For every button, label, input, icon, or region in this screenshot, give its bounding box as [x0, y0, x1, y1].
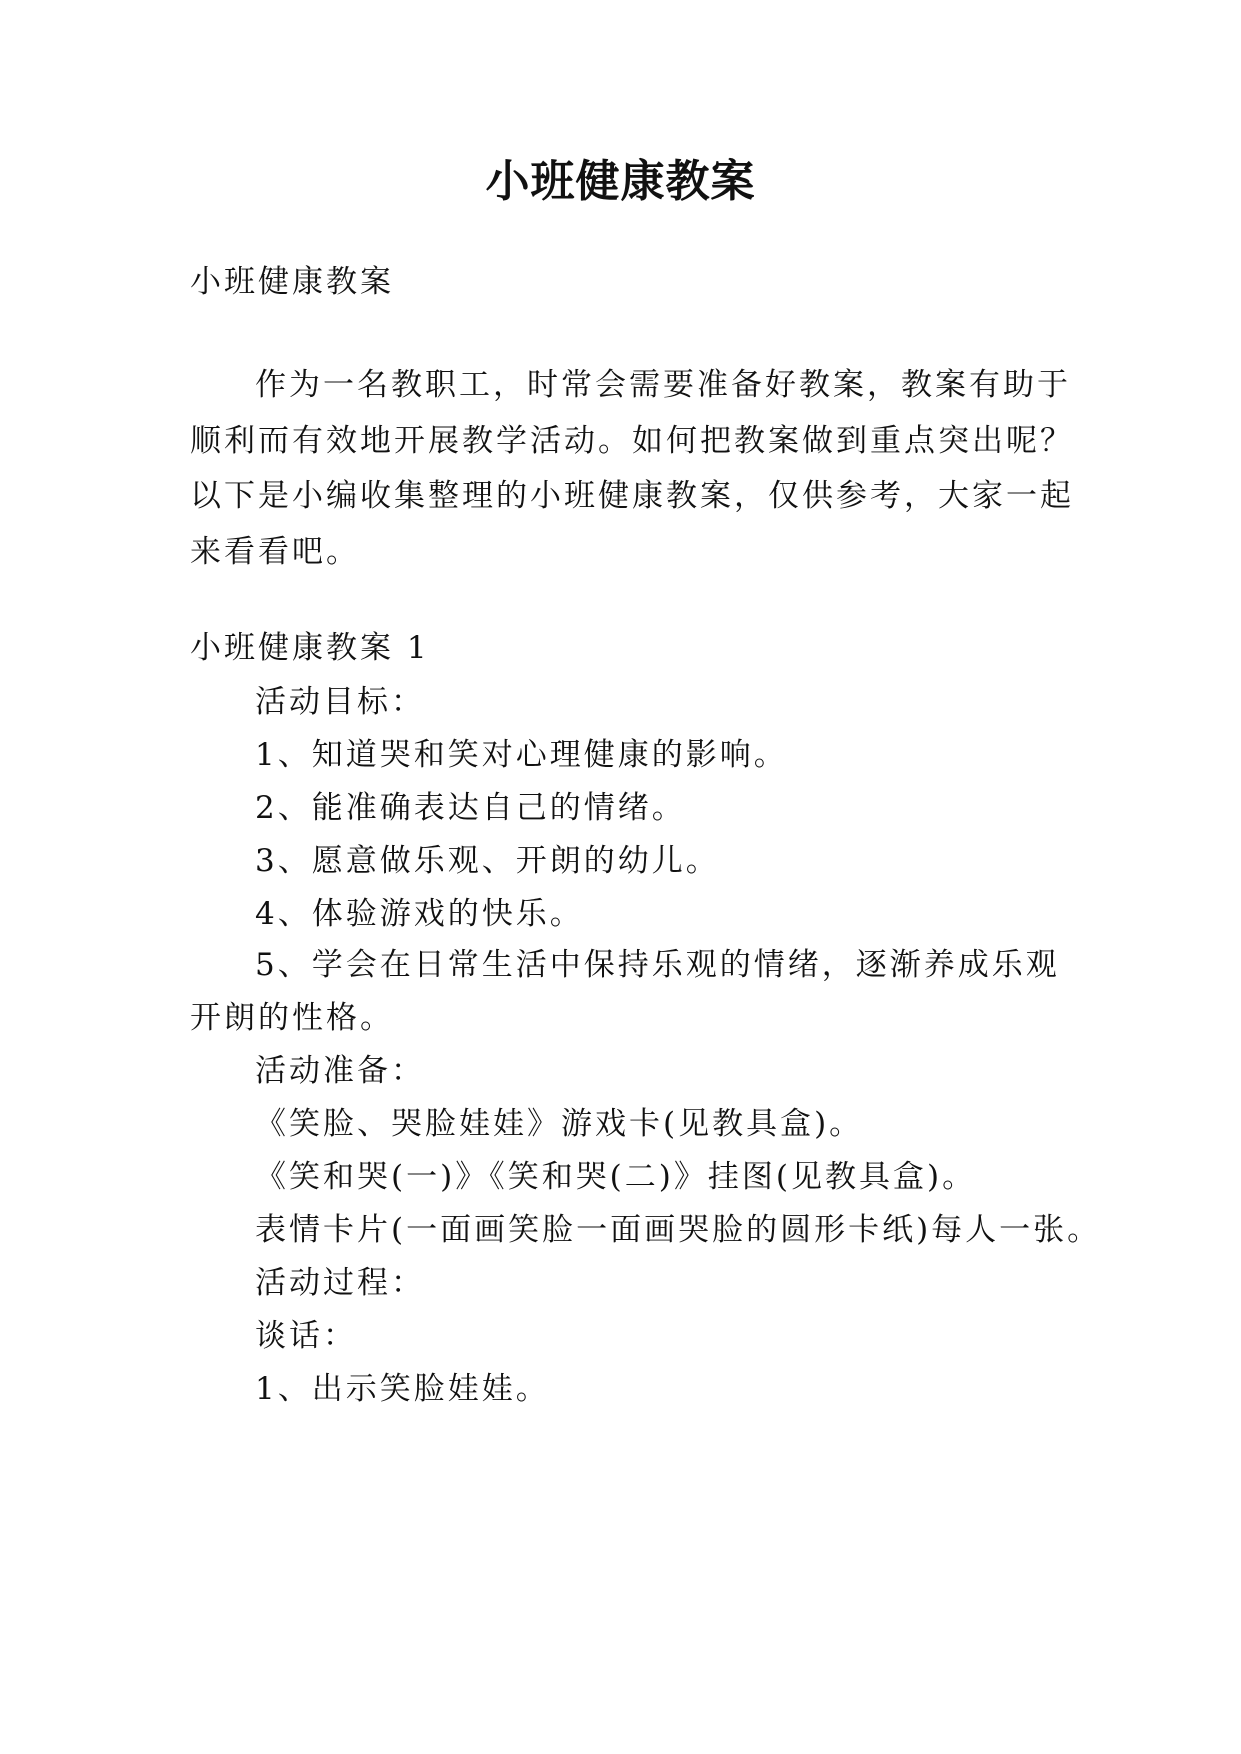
talk-heading: 谈话：	[255, 1318, 357, 1354]
talk-item-1: 1、出示笑脸娃娃。	[255, 1371, 550, 1407]
intro-line-3: 以下是小编收集整理的小班健康教案，仅供参考，大家一起	[190, 478, 1074, 514]
intro-line-1: 作为一名教职工，时常会需要准备好教案，教案有助于	[255, 367, 1071, 403]
goal-item-5: 5、学会在日常生活中保持乐观的情绪，逐渐养成乐观	[255, 947, 1060, 983]
document-title: 小班健康教案	[485, 156, 756, 207]
process-heading: 活动过程：	[255, 1265, 425, 1301]
goal-item-4: 4、体验游戏的快乐。	[255, 896, 584, 932]
goals-heading: 活动目标：	[255, 684, 425, 720]
goal-item-1: 1、知道哭和笑对心理健康的影响。	[255, 737, 788, 773]
intro-line-4: 来看看吧。	[190, 534, 360, 570]
prep-heading: 活动准备：	[255, 1053, 425, 1089]
document-subtitle: 小班健康教案	[190, 264, 394, 300]
prep-item-2: 《笑和哭(一)》《笑和哭(二)》挂图(见教具盒)。	[255, 1159, 977, 1195]
goal-item-5-continued: 开朗的性格。	[190, 1000, 394, 1036]
section-heading: 小班健康教案 1	[190, 630, 430, 666]
prep-item-1: 《笑脸、哭脸娃娃》游戏卡(见教具盒)。	[255, 1106, 864, 1142]
prep-item-3: 表情卡片(一面画笑脸一面画哭脸的圆形卡纸)每人一张。	[255, 1212, 1102, 1248]
goal-item-2: 2、能准确表达自己的情绪。	[255, 790, 686, 826]
goal-item-3: 3、愿意做乐观、开朗的幼儿。	[255, 843, 720, 879]
intro-line-2: 顺利而有效地开展教学活动。如何把教案做到重点突出呢？	[190, 423, 1074, 459]
